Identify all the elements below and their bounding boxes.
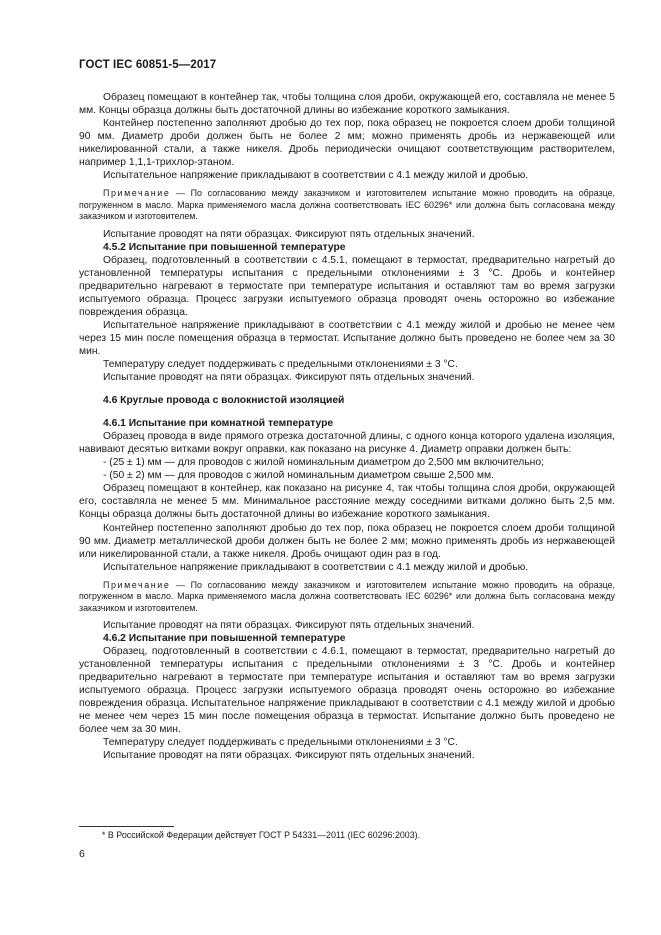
footnote-divider <box>79 826 174 827</box>
paragraph: Испытание проводят на пяти образцах. Фиксируют пять отдельных значений. <box>103 619 475 631</box>
paragraph: Температуру следует поддерживать с предельными отклонениями ± 3 °С. <box>103 359 458 371</box>
paragraph: Образец помещают в контейнер, как показано на рисунке 4, так чтобы толщина слоя дроби, окружающей его, составляла не менее 5 мм. Минимальное расстояние между соседними витками должно быть 2,5 мм. Концы образца должны быть достаточной длины во избежание короткого замыкания. <box>79 483 615 521</box>
paragraph: Образец провода в виде прямого отрезка достаточной длины, с одного конца которого удалена изоляция, навивают десятью витками вокруг оправки, как показано на рисунке 4. Диаметр оправки должен быть: <box>79 431 615 456</box>
note <box>79 188 615 222</box>
page-number: 6 <box>79 848 85 860</box>
paragraph: Температуру следует поддерживать с предельными отклонениями ± 3 °С. <box>103 737 458 749</box>
paragraph: Испытание проводят на пяти образцах. Фиксируют пять отдельных значений. <box>103 228 475 240</box>
paragraph: Контейнер постепенно заполняют дробью до тех пор, пока образец не покроется слоем дроби толщиной 90 мм. Диаметр металлической дроби должен быть не более 2 мм; можно применять дробь из нержавеющей или никелированной стали, а также никеля. Дробь очищают один раз в год. <box>79 522 615 560</box>
note <box>79 580 615 614</box>
note-label: Примечание <box>103 579 171 590</box>
paragraph: Образец помещают в контейнер так, чтобы толщина слоя дроби, окружающей его, составляла не менее 5 мм. Концы образца должны быть достаточной длины во избежание короткого замыкания. <box>79 92 615 117</box>
section-heading-4-6: 4.6 Круглые провода с волокнистой изоляцией <box>103 395 345 407</box>
paragraph: Испытательное напряжение прикладывают в соответствии с 4.1 между жилой и дробью. <box>103 561 529 573</box>
section-heading-4-6-2: 4.6.2 Испытание при повышенной температуре <box>103 632 346 644</box>
paragraph: Испытание проводят на пяти образцах. Фиксируют пять отдельных значений. <box>103 372 475 384</box>
note-text: — По согласованию между заказчиком и изготовителем испытание можно проводить на образце, погруженном в масло. Марка применяемого масла должна соответствовать IEC 60296* или должна быть согласована между заказчиком и изготовителем. <box>79 579 615 613</box>
paragraph: Испытание проводят на пяти образцах. Фиксируют пять отдельных значений. <box>103 750 475 762</box>
document-body <box>79 91 615 762</box>
section-heading-4-6-1: 4.6.1 Испытание при комнатной температуре <box>103 418 334 430</box>
list-item: - (50 ± 2) мм — для проводов с жилой номинальным диаметром свыше 2,500 мм. <box>103 470 494 482</box>
paragraph: Испытательное напряжение прикладывают в соответствии с 4.1 между жилой и дробью. <box>103 170 529 182</box>
note-label: Примечание <box>103 188 171 199</box>
section-heading-4-5-2: 4.5.2 Испытание при повышенной температуре <box>103 241 346 253</box>
footnote: * В Российской Федерации действует ГОСТ Р 54331—2011 (IEC 60296:2003). <box>102 830 421 840</box>
paragraph: Контейнер постепенно заполняют дробью до тех пор, пока образец не покроется слоем дроби толщиной 90 мм. Диаметр дроби должен быть не более 2 мм; можно применять дробь из нержавеющей или никелированной стали, а также никеля. Дробь периодически очищают соответствующим растворителем, например 1,1,1-трихлор-этаном. <box>79 118 615 169</box>
note-text: — По согласованию между заказчиком и изготовителем испытание можно проводить на образце, погруженном в масло. Марка применяемого масла должна соответствовать IEC 60296* или должна быть согласована между заказчиком и изготовителем. <box>79 188 615 222</box>
document-header: ГОСТ IEC 60851-5—2017 <box>79 59 217 71</box>
paragraph: Образец, подготовленный в соответствии с 4.6.1, помещают в термостат, предварительно нагретый до установленной температуры испытания с предельными отклонениями ± 3 °С. Дробь и контейнер предварительно нагревают в термостате при температуре испытания и оставляют там во время загрузки испытуемого образца. Процесс загрузки испытуемого образца проводят очень осторожно во избежание повреждения образца. Испытательное напряжение прикладывают в соответствии с 4.1 между жилой и дробью не менее чем через 15 мин после помещения образца в термостат. Испытание должно быть проведено не более чем за 30 мин. <box>79 646 615 736</box>
list-item: - (25 ± 1) мм — для проводов с жилой номинальным диаметром до 2,500 мм включительно; <box>103 457 544 469</box>
paragraph: Испытательное напряжение прикладывают в соответствии с 4.1 между жилой и дробью не менее чем через 15 мин после помещения образца в термостат. Испытание должно быть проведено не более чем за 30 мин. <box>79 319 615 357</box>
paragraph: Образец, подготовленный в соответствии с 4.5.1, помещают в термостат, предварительно нагретый до установленной температуры испытания с предельными отклонениями ± 3 °С. Дробь и контейнер предварительно нагревают в термостате при температуре испытания и оставляют там во время загрузки испытуемого образца. Процесс загрузки испытуемого образца проводят очень осторожно во избежание повреждения образца. <box>79 254 615 318</box>
